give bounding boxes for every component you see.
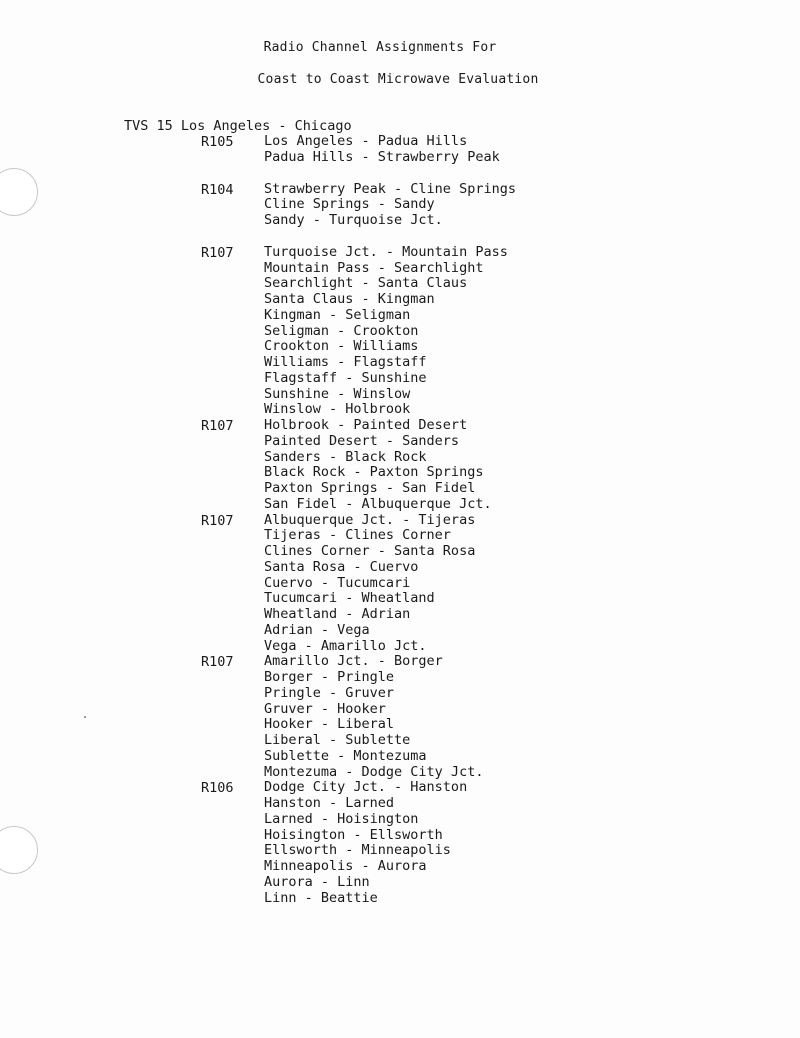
channel-group (0, 780, 800, 906)
link-list (264, 245, 800, 418)
hop-link: Adrian - Vega (264, 621, 370, 638)
hop-link: Pringle - Gruver (264, 684, 395, 701)
channel-group (0, 182, 800, 229)
channel-groups (0, 134, 800, 906)
route-heading: TVS 15 Los Angeles - Chicago (124, 118, 352, 134)
link-list (264, 780, 800, 906)
channel-code: R107 (201, 418, 234, 434)
hop-link: Holbrook - Painted Desert (264, 417, 468, 433)
channel-code: R106 (201, 780, 234, 797)
hop-link: Hooker - Liberal (264, 716, 395, 733)
hop-link: Sublette - Montezuma (264, 747, 427, 764)
hop-link: Santa Claus - Kingman (264, 291, 435, 307)
hop-link: Amarillo Jct. - Borger (264, 653, 443, 670)
hop-link: Williams - Flagstaff (264, 354, 427, 370)
hop-link: Padua Hills - Strawberry Peak (264, 148, 500, 165)
link-list (264, 134, 800, 166)
hop-link: Wheatland - Adrian (264, 606, 411, 622)
hop-link: Cuervo - Tucumcari (264, 574, 411, 591)
hop-link: Santa Rosa - Cuervo (264, 558, 419, 575)
hop-link: Seligman - Crookton (264, 322, 419, 339)
channel-group (0, 418, 800, 513)
hop-link: Ellsworth - Minneapolis (264, 842, 451, 859)
hop-link: Turquoise Jct. - Mountain Pass (264, 243, 508, 260)
hop-link: Larned - Hoisington (264, 810, 419, 827)
link-list (264, 513, 800, 655)
hop-link: Strawberry Peak - Cline Springs (264, 180, 516, 197)
hop-link: Flagstaff - Sunshine (264, 369, 427, 386)
hop-link: Paxton Springs - San Fidel (264, 480, 476, 496)
channel-group (0, 134, 800, 166)
hop-link: Dodge City Jct. - Hanston (264, 779, 468, 796)
channel-code: R105 (201, 134, 234, 150)
document-subtitle: Coast to Coast Microwave Evaluation (257, 72, 539, 87)
hop-link: Cline Springs - Sandy (264, 196, 435, 213)
hop-link: Kingman - Seligman (264, 306, 411, 323)
hop-link: San Fidel - Albuquerque Jct. (264, 495, 492, 512)
hop-link: Sanders - Black Rock (264, 448, 427, 465)
channel-code: R107 (201, 244, 234, 261)
hop-link: Searchlight - Santa Claus (264, 275, 468, 292)
hop-link: Sunshine - Winslow (264, 385, 411, 402)
hop-link: Linn - Beattie (264, 889, 378, 906)
hop-link: Vega - Amarillo Jct. (264, 637, 427, 654)
hop-link: Mountain Pass - Searchlight (264, 259, 484, 276)
hop-link: Clines Corner - Santa Rosa (264, 543, 476, 559)
channel-group (0, 654, 800, 780)
channel-code: R104 (201, 181, 234, 198)
hop-link: Painted Desert - Sanders (264, 432, 460, 449)
hop-link: Gruver - Hooker (264, 700, 386, 717)
link-list (264, 418, 800, 513)
hop-link: Minneapolis - Aurora (264, 858, 427, 874)
hop-link: Sandy - Turquoise Jct. (264, 212, 443, 228)
hop-link: Montezuma - Dodge City Jct. (264, 763, 484, 780)
channel-code: R107 (201, 512, 234, 529)
hop-link: Hanston - Larned (264, 795, 395, 811)
hop-link: Albuquerque Jct. - Tijeras (264, 511, 476, 528)
hop-link: Black Rock - Paxton Springs (264, 464, 484, 481)
channel-group (0, 513, 800, 655)
hop-link: Borger - Pringle (264, 669, 395, 685)
hop-link: Tucumcari - Wheatland (264, 590, 435, 607)
link-list (264, 182, 800, 229)
hop-link: Hoisington - Ellsworth (264, 826, 443, 843)
hop-link: Winslow - Holbrook (264, 401, 411, 418)
hop-link: Crookton - Williams (264, 338, 419, 355)
hop-link: Tijeras - Clines Corner (264, 527, 451, 544)
document-title: Radio Channel Assignments For (263, 40, 497, 55)
hop-link: Liberal - Sublette (264, 732, 411, 748)
hop-link: Los Angeles - Padua Hills (264, 133, 468, 149)
channel-code: R107 (201, 654, 234, 671)
link-list (264, 654, 800, 780)
hop-link: Aurora - Linn (264, 873, 370, 890)
channel-group (0, 245, 800, 418)
